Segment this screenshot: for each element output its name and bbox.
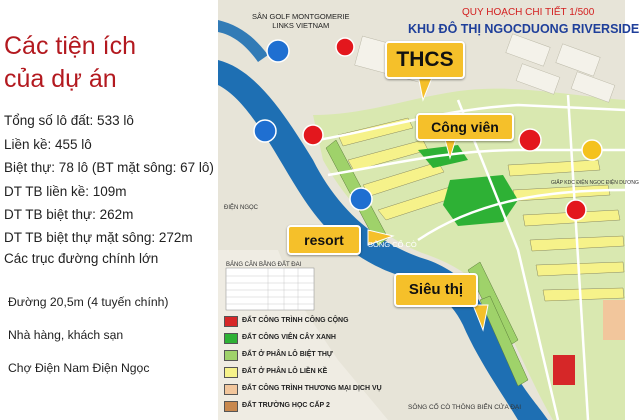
legend-swatch — [224, 384, 238, 395]
note-market: Chợ Điện Nam Điện Ngọc — [8, 361, 150, 375]
stat-villas: Biệt thự: 78 lô (BT mặt sông: 67 lô) — [4, 160, 214, 175]
callout-school: THCS — [385, 41, 465, 79]
yellow-marker — [582, 140, 602, 160]
info-panel — [0, 0, 218, 420]
stat-avg-townhouse-area: DT TB liền kề: 109m — [4, 184, 127, 199]
red-marker — [303, 125, 323, 145]
stat-total-lots: Tổng số lô đất: 533 lô — [4, 113, 134, 128]
red-marker — [336, 38, 354, 56]
commercial-lot — [603, 300, 625, 340]
title-line-1: Các tiện ích — [4, 32, 137, 60]
blue-marker — [350, 188, 372, 210]
blue-marker — [254, 120, 276, 142]
legend-label: ĐẤT CÔNG TRÌNH THƯƠNG MẠI DỊCH VỤ — [242, 385, 382, 392]
land-balance-table — [226, 268, 314, 310]
callout-resort: resort — [287, 225, 361, 255]
project-name: KHU ĐÔ THỊ NGOCDUONG RIVERSIDE — [408, 22, 639, 36]
blue-marker — [267, 40, 289, 62]
road-label-2: GIẤP KDC ĐIỆN NGỌC ĐIỆN DƯƠNG — [551, 180, 639, 186]
golf-line-1: SÂN GOLF MONTGOMERIE — [252, 12, 350, 21]
legend-label: ĐẤT TRƯỜNG HỌC CẤP 2 — [242, 402, 330, 409]
legend-label: ĐẤT Ở PHÂN LÔ BIỆT THỰ — [242, 351, 333, 358]
golf-line-2: LINKS VIETNAM — [272, 21, 330, 30]
legend-swatch — [224, 401, 238, 412]
stat-avg-riverside-villa-area: DT TB biệt thự mặt sông: 272m — [4, 230, 193, 245]
stat-townhouses: Liền kề: 455 lô — [4, 137, 92, 152]
note-roads: Đường 20,5m (4 tuyến chính) — [8, 295, 169, 309]
legend-swatch — [224, 367, 238, 378]
legend-swatch — [224, 316, 238, 327]
stat-avg-villa-area: DT TB biệt thự: 262m — [4, 207, 134, 222]
plan-scale-label: QUY HOẠCH CHI TIẾT 1/500 — [462, 7, 595, 18]
note-restaurants: Nhà hàng, khách sạn — [8, 328, 124, 342]
master-plan-map — [218, 0, 639, 420]
legend-swatch — [224, 333, 238, 344]
panel-title — [4, 30, 136, 96]
river-label-2: SÔNG CỔ CÒ THÔNG BIỂN CỬA ĐẠI — [408, 404, 522, 411]
legend-label: ĐẤT CÔNG VIÊN CÂY XANH — [242, 334, 336, 341]
legend-label: ĐẤT Ở PHÂN LÔ LIỀN KỀ — [242, 368, 328, 375]
river-label-1: SÔNG CỔ CÒ — [368, 240, 417, 249]
land-balance-table-title: BẢNG CÂN BẰNG ĐẤT ĐAI — [226, 262, 302, 268]
red-marker — [519, 129, 541, 151]
callout-market: Siêu thị — [394, 273, 478, 307]
red-marker — [566, 200, 586, 220]
legend-swatch — [224, 350, 238, 361]
public-facility — [553, 355, 575, 385]
callout-park: Công viên — [416, 113, 514, 141]
legend-label: ĐẤT CÔNG TRÌNH CÔNG CỘNG — [242, 317, 349, 324]
stat-main-roads: Các trục đường chính lớn — [4, 251, 159, 266]
road-label-1: ĐIỆN NGỌC — [224, 205, 259, 211]
golf-course-label — [252, 12, 350, 30]
title-line-2: của dự án — [4, 65, 117, 93]
